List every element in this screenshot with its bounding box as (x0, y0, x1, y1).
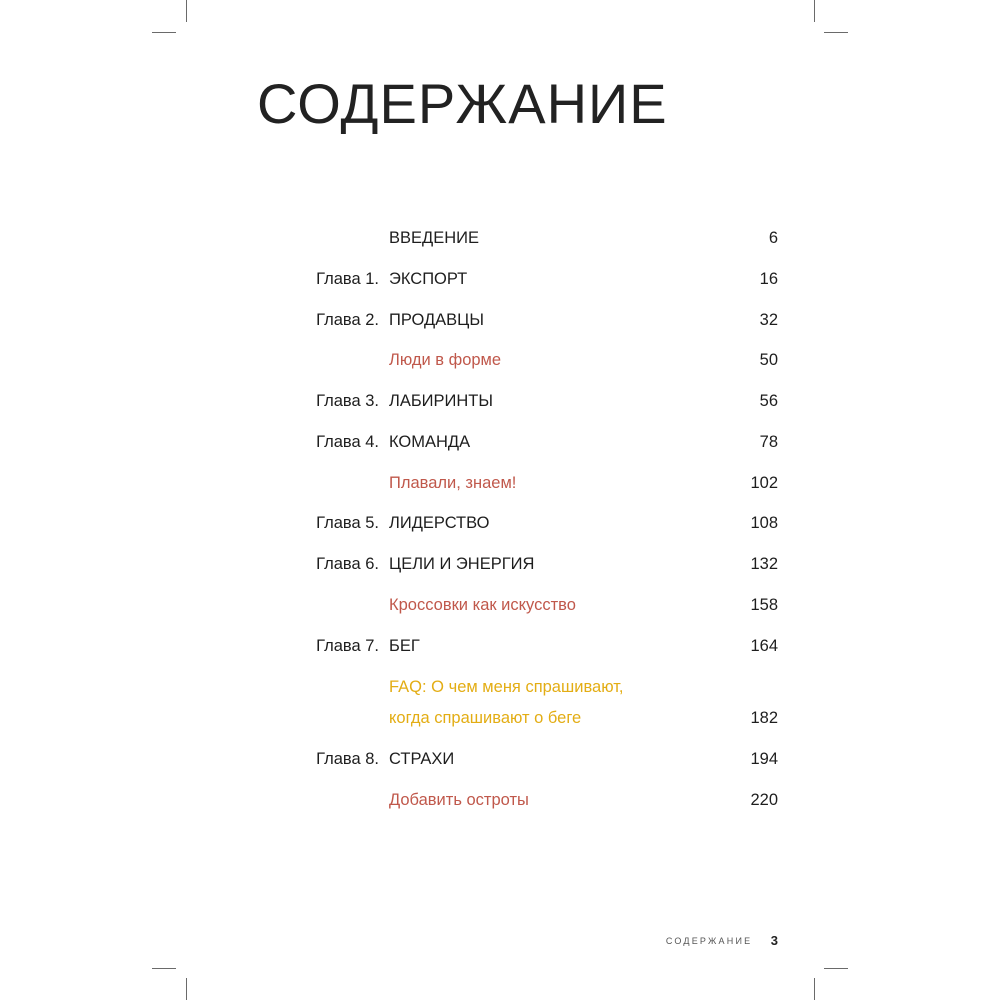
toc-entry (300, 226, 778, 250)
toc-entry (300, 593, 778, 617)
toc-title: СТРАХИ (389, 750, 455, 768)
toc-chapter-number: Глава 8. (316, 750, 379, 768)
toc-entry (300, 747, 778, 771)
toc-page-number: 182 (750, 709, 778, 727)
toc-entry (300, 389, 778, 413)
crop-mark (152, 32, 176, 33)
toc-page-number: 32 (759, 311, 778, 329)
toc-title: когда спрашивают о беге (389, 709, 582, 727)
page-title: СОДЕРЖАНИЕ (257, 72, 668, 135)
toc-title: ПРОДАВЦЫ (389, 311, 484, 329)
toc-title: FAQ: О чем меня спрашивают, (389, 678, 624, 696)
toc-entry (300, 706, 778, 730)
page-number: 3 (770, 933, 778, 948)
toc-page-number: 164 (750, 637, 778, 655)
toc-title: БЕГ (389, 637, 420, 655)
page-footer (666, 932, 778, 950)
toc-chapter-number: Глава 5. (316, 514, 379, 532)
toc-entry (300, 511, 778, 535)
toc-chapter-number: Глава 6. (316, 555, 379, 573)
toc-entry (300, 675, 778, 699)
crop-mark (152, 968, 176, 969)
toc-page-number: 158 (750, 596, 778, 614)
toc-page-number: 78 (759, 433, 778, 451)
toc-page-number: 50 (759, 351, 778, 369)
toc-entry (300, 552, 778, 576)
toc-title: ЭКСПОРТ (389, 270, 468, 288)
toc-title: Плавали, знаем! (389, 474, 517, 492)
toc-title: Кроссовки как искусство (389, 596, 576, 614)
toc-page-number: 132 (750, 555, 778, 573)
toc-title: Добавить остроты (389, 791, 529, 809)
toc-chapter-number: Глава 1. (316, 270, 379, 288)
crop-mark (824, 32, 848, 33)
toc-title: ЛАБИРИНТЫ (389, 392, 493, 410)
toc-page-number: 220 (750, 791, 778, 809)
toc-page-number: 102 (750, 474, 778, 492)
crop-mark (814, 978, 815, 1000)
running-header: СОДЕРЖАНИЕ (665, 936, 753, 946)
toc-title: Люди в форме (389, 351, 502, 369)
toc-title: КОМАНДА (389, 433, 471, 451)
crop-mark (186, 0, 187, 22)
toc-page-number: 6 (768, 229, 778, 247)
toc-entry (300, 267, 778, 291)
toc-chapter-number: Глава 4. (316, 433, 379, 451)
toc-entry (300, 471, 778, 495)
toc-chapter-number: Глава 3. (316, 392, 379, 410)
toc-page-number: 108 (750, 514, 778, 532)
toc-chapter-number: Глава 7. (316, 637, 379, 655)
toc-page-number: 194 (750, 750, 778, 768)
toc-title: ВВЕДЕНИЕ (389, 229, 479, 247)
toc-entry (300, 348, 778, 372)
toc-chapter-number: Глава 2. (316, 311, 379, 329)
crop-mark (814, 0, 815, 22)
toc-entry (300, 308, 778, 332)
toc-title: ЦЕЛИ И ЭНЕРГИЯ (389, 555, 535, 573)
toc-title: ЛИДЕРСТВО (389, 514, 490, 532)
toc-entry (300, 430, 778, 454)
toc-page-number: 16 (759, 270, 778, 288)
crop-mark (186, 978, 187, 1000)
toc-entry (300, 634, 778, 658)
toc-page-number: 56 (759, 392, 778, 410)
toc-entry (300, 788, 778, 812)
crop-mark (824, 968, 848, 969)
